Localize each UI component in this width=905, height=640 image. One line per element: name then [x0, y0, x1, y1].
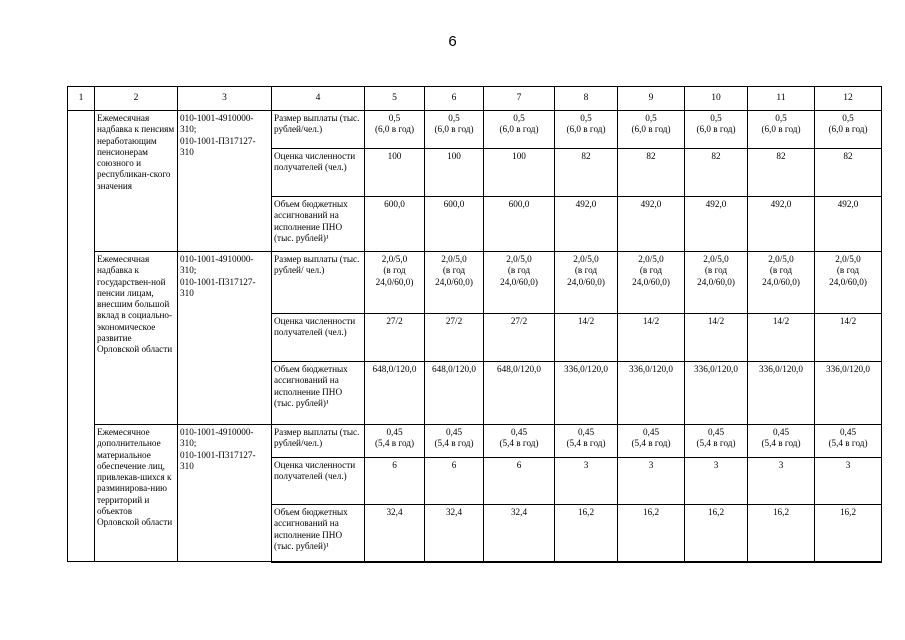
- column-header: 9: [618, 87, 685, 111]
- value-cell: 82: [555, 149, 618, 197]
- value-cell: 2,0/5,0 (в год 24,0/60,0): [618, 252, 685, 314]
- value-cell: 492,0: [555, 197, 618, 252]
- indicator-label: Размер выплаты (тыс. рублей/чел.): [272, 111, 365, 149]
- value-cell: 100: [425, 149, 484, 197]
- value-cell: 336,0/120,0: [685, 362, 748, 425]
- value-cell: 600,0: [425, 197, 484, 252]
- value-cell: 0,5 (6,0 в год): [365, 111, 425, 149]
- value-cell: 0,45 (5,4 в год): [685, 425, 748, 458]
- value-cell: 2,0/5,0 (в год 24,0/60,0): [365, 252, 425, 314]
- value-cell: 100: [484, 149, 555, 197]
- value-cell: 100: [365, 149, 425, 197]
- budget-code: 010-1001-4910000-310; 010-1001-П317127-310: [178, 111, 272, 252]
- value-cell: 82: [815, 149, 882, 197]
- value-cell: 0,5 (6,0 в год): [484, 111, 555, 149]
- value-cell: 3: [748, 458, 815, 505]
- table-row: [68, 111, 882, 149]
- value-cell: 16,2: [555, 505, 618, 562]
- value-cell: 27/2: [425, 314, 484, 362]
- value-cell: 2,0/5,0 (в год 24,0/60,0): [484, 252, 555, 314]
- column-header: 12: [815, 87, 882, 111]
- value-cell: 6: [425, 458, 484, 505]
- indicator-label: Объем бюджетных ассигнований на исполнение ПНО (тыс. рублей)¹: [272, 197, 365, 252]
- value-cell: 14/2: [685, 314, 748, 362]
- indicator-label: Размер выплаты (тыс. рублей/чел.): [272, 425, 365, 458]
- value-cell: 0,45 (5,4 в год): [555, 425, 618, 458]
- value-cell: 32,4: [425, 505, 484, 562]
- value-cell: 82: [618, 149, 685, 197]
- indicator-label: Оценка численности получателей (чел.): [272, 314, 365, 362]
- column-header: 5: [365, 87, 425, 111]
- value-cell: 492,0: [618, 197, 685, 252]
- column-header: 4: [272, 87, 365, 111]
- value-cell: 0,45 (5,4 в год): [618, 425, 685, 458]
- obligation-name: Ежемесячная надбавка к пенсиям неработающим пенсионерам союзного и республикан-ского значения: [95, 111, 178, 252]
- value-cell: 16,2: [748, 505, 815, 562]
- value-cell: 600,0: [365, 197, 425, 252]
- value-cell: 14/2: [618, 314, 685, 362]
- value-cell: 492,0: [748, 197, 815, 252]
- value-cell: 3: [685, 458, 748, 505]
- value-cell: 0,5 (6,0 в год): [685, 111, 748, 149]
- column-header: 1: [68, 87, 95, 111]
- value-cell: 0,5 (6,0 в год): [425, 111, 484, 149]
- header-row: [68, 87, 882, 111]
- value-cell: 336,0/120,0: [555, 362, 618, 425]
- value-cell: 492,0: [815, 197, 882, 252]
- value-cell: 27/2: [365, 314, 425, 362]
- value-cell: 0,45 (5,4 в год): [815, 425, 882, 458]
- page-number: 6: [448, 33, 457, 50]
- value-cell: 0,5 (6,0 в год): [815, 111, 882, 149]
- budget-code: 010-1001-4910000-310; 010-1001-П317127-310: [178, 252, 272, 425]
- column-header: 10: [685, 87, 748, 111]
- value-cell: 14/2: [815, 314, 882, 362]
- budget-obligations-table: [67, 86, 882, 563]
- value-cell: 0,5 (6,0 в год): [748, 111, 815, 149]
- value-cell: 336,0/120,0: [618, 362, 685, 425]
- value-cell: 16,2: [618, 505, 685, 562]
- value-cell: 3: [555, 458, 618, 505]
- value-cell: 0,5 (6,0 в год): [618, 111, 685, 149]
- obligation-name: Ежемесячное дополнительное материальное обеспечение лиц, привлекав-шихся к разминирова-нию территорий и объектов Орловской области: [95, 425, 178, 562]
- column-header: 2: [95, 87, 178, 111]
- value-cell: 6: [484, 458, 555, 505]
- value-cell: 600,0: [484, 197, 555, 252]
- value-cell: 0,45 (5,4 в год): [484, 425, 555, 458]
- value-cell: 2,0/5,0 (в год 24,0/60,0): [685, 252, 748, 314]
- value-cell: 16,2: [815, 505, 882, 562]
- column-header: 7: [484, 87, 555, 111]
- budget-code: 010-1001-4910000-310; 010-1001-П317127-310: [178, 425, 272, 562]
- index-cell: [68, 111, 95, 562]
- value-cell: 3: [815, 458, 882, 505]
- value-cell: 14/2: [555, 314, 618, 362]
- value-cell: 648,0/120,0: [365, 362, 425, 425]
- value-cell: 2,0/5,0 (в год 24,0/60,0): [555, 252, 618, 314]
- value-cell: 2,0/5,0 (в год 24,0/60,0): [425, 252, 484, 314]
- value-cell: 0,45 (5,4 в год): [748, 425, 815, 458]
- value-cell: 2,0/5,0 (в год 24,0/60,0): [815, 252, 882, 314]
- column-header: 6: [425, 87, 484, 111]
- indicator-label: Объем бюджетных ассигнований на исполнение ПНО (тыс. рублей)¹: [272, 362, 365, 425]
- value-cell: 3: [618, 458, 685, 505]
- value-cell: 32,4: [484, 505, 555, 562]
- value-cell: 27/2: [484, 314, 555, 362]
- table-row: [68, 252, 882, 314]
- indicator-label: Объем бюджетных ассигнований на исполнение ПНО (тыс. рублей)¹: [272, 505, 365, 562]
- value-cell: 336,0/120,0: [815, 362, 882, 425]
- value-cell: 82: [685, 149, 748, 197]
- value-cell: 6: [365, 458, 425, 505]
- value-cell: 32,4: [365, 505, 425, 562]
- value-cell: 2,0/5,0 (в год 24,0/60,0): [748, 252, 815, 314]
- value-cell: 16,2: [685, 505, 748, 562]
- value-cell: 648,0/120,0: [425, 362, 484, 425]
- value-cell: 14/2: [748, 314, 815, 362]
- value-cell: 648,0/120,0: [484, 362, 555, 425]
- table-row: [68, 425, 882, 458]
- value-cell: 0,45 (5,4 в год): [425, 425, 484, 458]
- column-header: 3: [178, 87, 272, 111]
- value-cell: 0,5 (6,0 в год): [555, 111, 618, 149]
- value-cell: 492,0: [685, 197, 748, 252]
- indicator-label: Оценка численности получателей (чел.): [272, 458, 365, 505]
- value-cell: 82: [748, 149, 815, 197]
- column-header: 11: [748, 87, 815, 111]
- column-header: 8: [555, 87, 618, 111]
- value-cell: 0,45 (5,4 в год): [365, 425, 425, 458]
- indicator-label: Оценка численности получателей (чел.): [272, 149, 365, 197]
- value-cell: 336,0/120,0: [748, 362, 815, 425]
- indicator-label: Размер выплаты (тыс. рублей/ чел.): [272, 252, 365, 314]
- obligation-name: Ежемесячная надбавка к государствен-ной пенсии лицам, внесшим большой вклад в социально-экономическое развитие Орловской области: [95, 252, 178, 425]
